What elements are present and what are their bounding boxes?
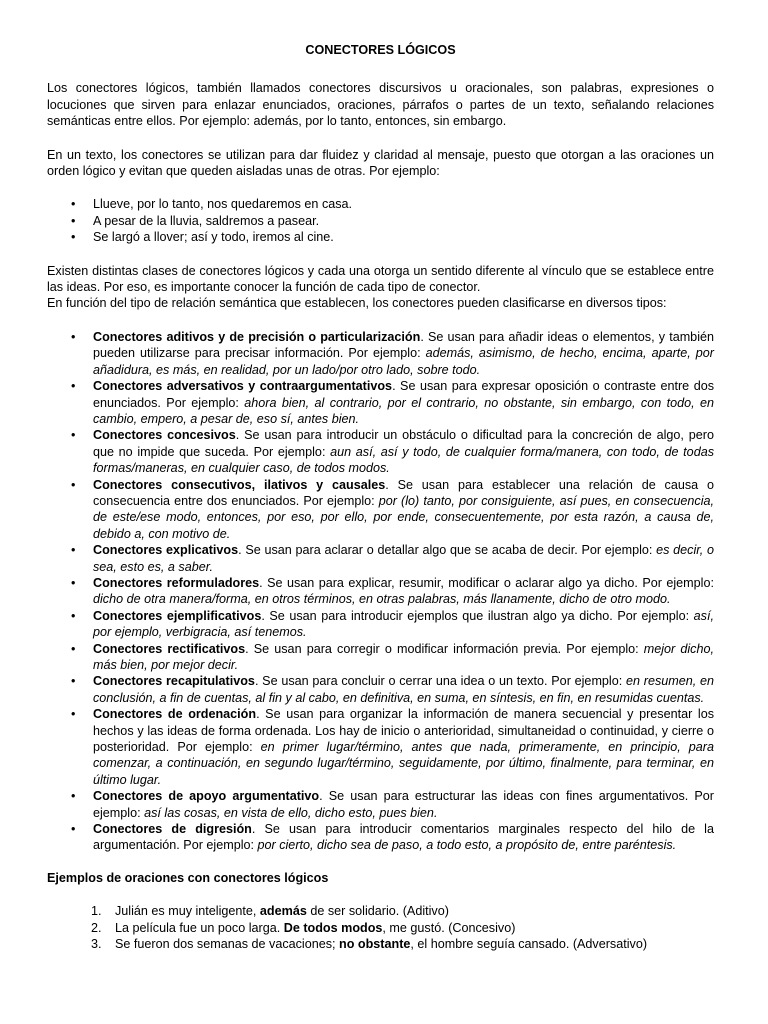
type-name: Conectores de digresión	[93, 822, 252, 837]
type-examples: en primer lugar/término, antes que nada, primeramente, en principio, para comenzar, a continuación, en segundo lugar/término, seguidamente, por último, finalmente, para terminar, en último lugar.	[93, 740, 714, 787]
type-description: . Se usan para introducir comentarios marginales respecto del hilo de la argumentación. Por ejemplo:	[93, 822, 714, 853]
list-item	[93, 329, 714, 378]
type-examples: por cierto, dicho sea de paso, a todo esto, a propósito de, entre paréntesis.	[257, 838, 677, 853]
type-name: Conectores ejemplificativos	[93, 608, 262, 623]
list-item	[91, 903, 714, 919]
sentence-text: Julián es muy inteligente,	[115, 904, 260, 919]
type-description: . Se usan para añadir ideas o elementos, y también pueden utilizarse para precisar información. Por ejemplo:	[93, 329, 714, 361]
type-description: . Se usan para organizar la información de manera secuencial y presentar los hechos y las ideas de forma ordenada. Los hay de inicio o anterioridad, simultaneidad o continuidad, y cierre o posterioridad. Por ejemplo:	[93, 707, 714, 755]
list-item	[91, 936, 714, 952]
list-item	[93, 673, 714, 706]
list-item	[93, 575, 714, 608]
type-name: Conectores de apoyo argumentativo	[93, 789, 320, 804]
intro-paragraph: Los conectores lógicos, también llamados conectores discursivos u oracionales, son palabras, expresiones o locuciones que sirven para enlazar enunciados, oraciones, párrafos o partes de un texto, señalando relaciones semánticas entre ellos. Por ejemplo: además, por lo tanto, entonces, sin embargo.	[47, 81, 714, 129]
type-description: . Se usan para expresar oposición o contraste entre dos enunciados. Por ejemplo:	[93, 379, 714, 410]
simple-examples-list	[47, 196, 714, 245]
list-item: • A pesar de la lluvia, saldremos a pasear.	[93, 213, 714, 229]
list-item	[93, 378, 714, 427]
usage-paragraph: En un texto, los conectores se utilizan para dar fluidez y claridad al mensaje, puesto que otorgan a las oraciones un orden lógico y evitan que queden aisladas unas de otras. Por ejemplo:	[47, 147, 714, 179]
list-item: • Llueve, por lo tanto, nos quedaremos en casa.	[93, 196, 714, 212]
classes-paragraph: Existen distintas clases de conectores lógicos y cada una otorga un sentido diferente al vínculo que se establece entre las ideas. Por eso, es importante conocer la función de cada tipo de conector.	[47, 263, 714, 295]
sentence-connector: no obstante	[339, 937, 411, 952]
type-description: . Se usan para explicar, resumir, modificar o aclarar algo ya dicho. Por ejemplo:	[259, 575, 714, 590]
type-examples: por (lo) tanto, por consiguiente, así pues, en consecuencia, de este/ese modo, entonces, por eso, por ello, por ende, consecuentemente, por esta razón, a causa de, debido a, con motivo de.	[93, 493, 714, 541]
list-item	[93, 477, 714, 543]
type-examples: dicho de otra manera/forma, en otros términos, en otras palabras, más llanamente, dicho de otro modo.	[93, 592, 671, 607]
type-examples: además, asimismo, de hecho, encima, aparte, por añadidura, es más, en realidad, por un lado/por otro lado, sobre todo.	[93, 346, 714, 377]
type-description: . Se usan para introducir ejemplos que ilustran algo ya dicho. Por ejemplo:	[261, 608, 694, 623]
type-name: Conectores consecutivos, ilativos y causales	[93, 477, 386, 492]
sentence-text: , me gustó. (Concesivo)	[382, 920, 516, 935]
type-examples: mejor dicho, más bien, por mejor decir.	[93, 641, 714, 672]
type-name: Conectores adversativos y contraargumentativos	[93, 379, 393, 394]
item-number: 1.	[91, 904, 102, 919]
type-description: . Se usan para concluir o cerrar una idea o un texto. Por ejemplo:	[254, 674, 626, 689]
classes-paragraph-2: En función del tipo de relación semántica que establecen, los conectores pueden clasificarse en diversos tipos:	[47, 296, 667, 311]
item-number: 3.	[91, 937, 102, 952]
type-examples: en resumen, en conclusión, a fin de cuentas, al fin y al cabo, en definitiva, en suma, en síntesis, en fin, en resumidas cuentas.	[93, 674, 715, 705]
sentence-connector: De todos modos	[283, 920, 383, 935]
type-description: . Se usan para estructurar las ideas con fines argumentativos. Por ejemplo:	[93, 789, 714, 820]
list-item	[93, 641, 714, 674]
type-name: Conectores reformuladores	[93, 575, 260, 590]
type-name: Conectores rectificativos	[93, 641, 246, 656]
sentence-connector: además	[259, 904, 307, 919]
type-name: Conectores explicativos	[93, 543, 239, 558]
type-examples: es decir, o sea, esto es, a saber.	[93, 543, 715, 574]
type-examples: ahora bien, al contrario, por el contrario, no obstante, sin embargo, con todo, en cambio, empero, a pesar de, eso sí, antes bien.	[93, 395, 714, 426]
type-name: Conectores concesivos	[93, 428, 236, 443]
type-name: Conectores recapitulativos	[93, 674, 255, 689]
item-number: 2.	[91, 920, 102, 935]
type-description: . Se usan para introducir un obstáculo o dificultad para la concreción de algo, pero que no impide que suceda. Por ejemplo:	[93, 428, 714, 459]
list-item	[93, 706, 714, 788]
sentence-text: de ser solidario. (Aditivo)	[306, 904, 449, 919]
type-name: Conectores aditivos y de precisión o particularización	[93, 329, 421, 344]
type-examples: aun así, así y todo, de cualquier forma/manera, con todo, de todas formas/maneras, en cualquier caso, de todos modos.	[93, 444, 714, 476]
list-item	[93, 608, 714, 641]
list-item	[93, 427, 714, 476]
sentence-text: La película fue un poco larga.	[115, 920, 284, 935]
connector-types-list	[47, 329, 714, 854]
sentence-examples-list	[47, 903, 714, 952]
sentence-text: Se fueron dos semanas de vacaciones;	[115, 937, 340, 952]
examples-heading: Ejemplos de oraciones con conectores lógicos	[47, 870, 329, 885]
list-item	[91, 920, 714, 936]
sentence-text: , el hombre seguía cansado. (Adversativo)	[410, 937, 648, 952]
list-item	[93, 821, 714, 854]
document-title: CONECTORES LÓGICOS	[305, 43, 456, 57]
type-examples: así, por ejemplo, verbigracia, así tenemos.	[93, 608, 714, 640]
type-description: . Se usan para corregir o modificar información previa. Por ejemplo:	[245, 641, 644, 656]
list-item	[93, 788, 714, 821]
type-name: Conectores de ordenación	[93, 707, 257, 722]
type-description: . Se usan para establecer una relación de causa o consecuencia entre dos enunciados. Por ejemplo:	[93, 477, 714, 508]
list-item: • Se largó a llover; así y todo, iremos al cine.	[93, 229, 714, 245]
type-examples: así las cosas, en vista de ello, dicho esto, pues bien.	[144, 805, 438, 820]
list-item	[93, 542, 714, 575]
type-description: . Se usan para aclarar o detallar algo que se acaba de decir. Por ejemplo:	[238, 543, 657, 558]
